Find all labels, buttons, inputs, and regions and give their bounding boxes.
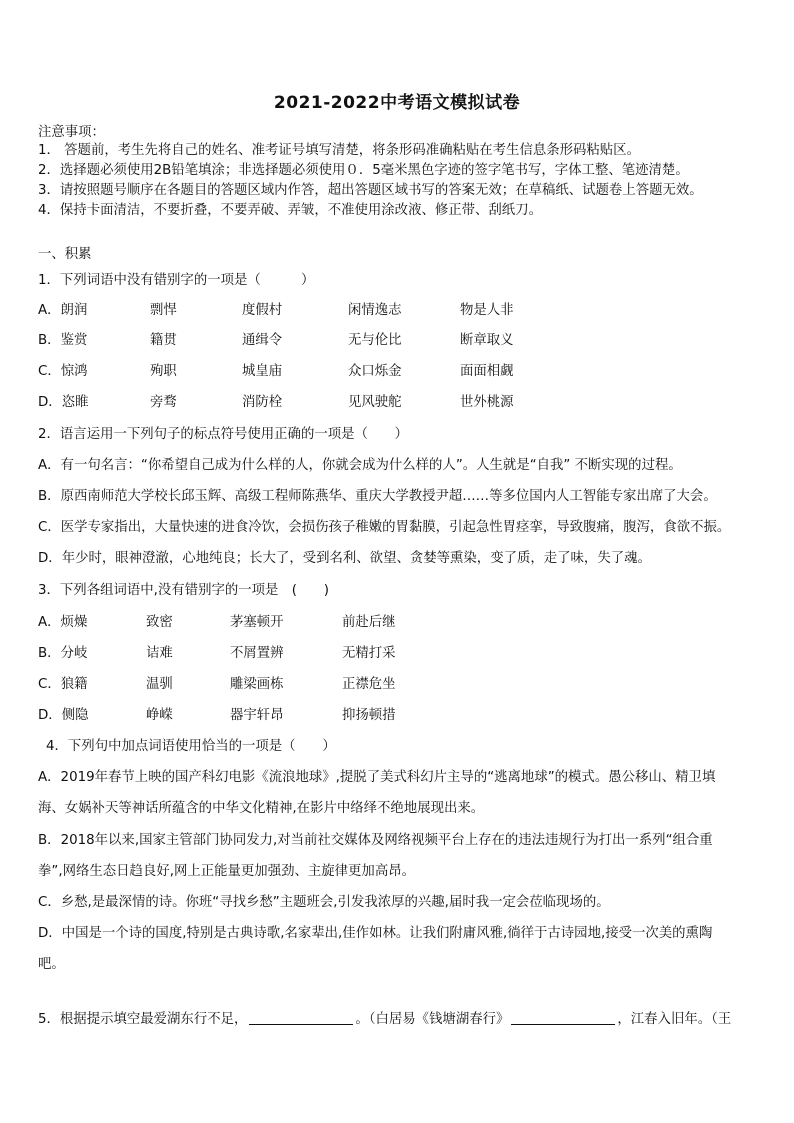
notice-item-3: 3．请按照题号顺序在各题目的答题区域内作答，超出答题区域书写的答案无效；在草稿纸、试题卷上答题无效。 — [38, 183, 703, 198]
question-1-stem: 1．下列词语中没有错别字的一项是（ ） — [38, 273, 315, 288]
question-5-part-1: 5．根据提示填空最爱湖东行不足， — [38, 1012, 248, 1027]
question-2-option-c: C．医学专家指出，大量快速的进食冷饮，会损伤孩子稚嫩的胃黏膜，引起急性胃痉挛，导致腹痛，腹泻，食欲不振。 — [38, 520, 731, 535]
question-2-stem: 2．语言运用一下列句子的标点符号使用正确的一项是（ ） — [38, 427, 409, 442]
question-4-option-d-line-2: 吧。 — [38, 957, 65, 972]
question-4-option-b-line-2: 拳”,网络生态日趋良好,网上正能量更加强劲、主旋律更加高昂。 — [38, 864, 415, 879]
question-3-stem: 3．下列各组词语中,没有错别字的一项是 ( ) — [38, 583, 330, 598]
question-2-option-a: A．有一句名言：“你希望自己成为什么样的人，你就会成为什么样的人”。人生就是“自我” 不断实现的过程。 — [38, 458, 682, 473]
question-4-option-b-line-1: B．2018年以来,国家主管部门协同发力,对当前社交媒体及网络视频平台上存在的违法违规行为打出一系列“组合重 — [38, 833, 713, 848]
question-2-option-b: B．原西南师范大学校长邱玉辉、高级工程师陈燕华、重庆大学教授尹超……等多位国内人工智能专家出席了大会。 — [38, 489, 717, 504]
question-5-part-2: 。（白居易《钱塘湖春行》 — [355, 1012, 510, 1027]
notice-item-1: 1． 答题前，考生先将自己的姓名、准考证号填写清楚，将条形码准确粘贴在考生信息条形码粘贴区。 — [38, 143, 640, 158]
question-5-blank-2[interactable] — [511, 1010, 615, 1025]
question-4-option-d-line-1: D．中国是一个诗的国度,特别是古典诗歌,名家辈出,佳作如林。让我们附庸风雅,徜徉于古诗园地,接受一次美的熏陶 — [38, 926, 713, 941]
exam-page: 2021-2022中考语文模拟试卷 注意事项： 1． 答题前，考生先将自己的姓名、准考证号填写清楚，将条形码准确粘贴在考生信息条形码粘贴区。 2．选择题必须使用2B铅笔填涂；非选择题必须使用０．5毫米黑色字迹的签字笔书写，字体工整、笔迹清楚。 3．请按照题号顺序在各题目的答题区域内作答，超出答题区域书写的答案无效；在草稿纸、试题卷上答题无效。 4．保持卡面清洁，不要折叠，不要弄破、弄皱，不准使用涂改液、修正带、刮纸刀。 一、积累 1．下列词语中没有错别字的一项是（ ） A．朗润 剽悍 度假村 闲情逸志 物是人非 B．鉴赏 籍贯 通缉令 无与伦比 断章取义 C．惊鸿 殉职 城皇庙 众口烁金 面面相觑 D．恣睢 旁骛 消防栓 见风驶舵 世外桃源 2．语言运用一下列句子的标点符号使用正确的一项是（ ） A．有一句名言：“你希望自己成为什么样的人，你就会成为什么样的人”。人生就是“自我” 不断实现的过程。 B．原西南师范大学校长邱玉辉、高级工程师陈燕华、重庆大学教授尹超……等多位国内人工智能专家出席了大会。 C．医学专家指出，大量快速的进食冷饮，会损伤孩子稚嫩的胃黏膜，引起急性胃痉挛，导致腹痛，腹泻，食欲不振。 D．年少时，眼神澄澈，心地纯良；长大了，受到名利、欲望、贪婪等熏染，变了质，走了味，失了魂。 3．下列各组词语中,没有错别字的一项是 ( ) A．烦燥 致密 茅塞顿开 前赴后继 B．分岐 诘难 不屑置辨 无精打采 C．狼籍 温驯 雕梁画栋 正襟危坐 D．侧隐 峥嵘 器宇轩昂 抑扬顿措 4．下列句中加点词语使用恰当的一项是（ ） A．2019年春节上映的国产科幻电影《流浪地球》,提脱了美式科幻片主导的“逃离地球”的模式。愚公移山、精卫填 海、女娲补天等神话所蕴含的中华文化精神,在影片中络绎不绝地展现出来。 B．2018年以来,国家主管部门协同发力,对当前社交媒体及网络视频平台上存在的违法违规行为打出一系列“组合重 拳”,网络生态日趋良好,网上正能量更加强劲、主旋律更加高昂。 C．乡愁,是最深情的诗。你班“寻找乡愁”主题班会,引发我浓厚的兴趣,届时我一定会莅临现场的。 D．中国是一个诗的国度,特别是古典诗歌,名家辈出,佳作如林。让我们附庸风雅,徜徉于古诗园地,接受一次美的熏陶 吧。 5．根据提示填空最爱湖东行不足， 。（白居易《钱塘湖春行》 ，江春入旧年。（王 — [0, 0, 794, 1123]
notice-item-4: 4．保持卡面清洁，不要折叠，不要弄破、弄皱，不准使用涂改液、修正带、刮纸刀。 — [38, 203, 542, 218]
question-2-option-d: D．年少时，眼神澄澈，心地纯良；长大了，受到名利、欲望、贪婪等熏染，变了质，走了味，失了魂。 — [38, 551, 651, 566]
question-4-option-a-line-2: 海、女娲补天等神话所蕴含的中华文化精神,在影片中络绎不绝地展现出来。 — [38, 801, 485, 816]
notice-item-2: 2．选择题必须使用2B铅笔填涂；非选择题必须使用０．5毫米黑色字迹的签字笔书写，字体工整、笔迹清楚。 — [38, 163, 689, 178]
question-5-blank-1[interactable] — [249, 1010, 353, 1025]
question-5-part-3: ，江春入旧年。（王 — [617, 1012, 732, 1027]
notice-heading: 注意事项： — [38, 125, 105, 140]
section-heading: 一、积累 — [38, 247, 92, 262]
question-5-line — [38, 1010, 731, 1029]
question-4-option-c: C．乡愁,是最深情的诗。你班“寻找乡愁”主题班会,引发我浓厚的兴趣,届时我一定会莅临现场的。 — [38, 895, 610, 910]
exam-title: 2021-2022中考语文模拟试卷 — [273, 93, 521, 113]
question-4-option-a-line-1: A．2019年春节上映的国产科幻电影《流浪地球》,提脱了美式科幻片主导的“逃离地球”的模式。愚公移山、精卫填 — [38, 770, 716, 785]
question-4-stem: 4．下列句中加点词语使用恰当的一项是（ ） — [46, 739, 336, 754]
